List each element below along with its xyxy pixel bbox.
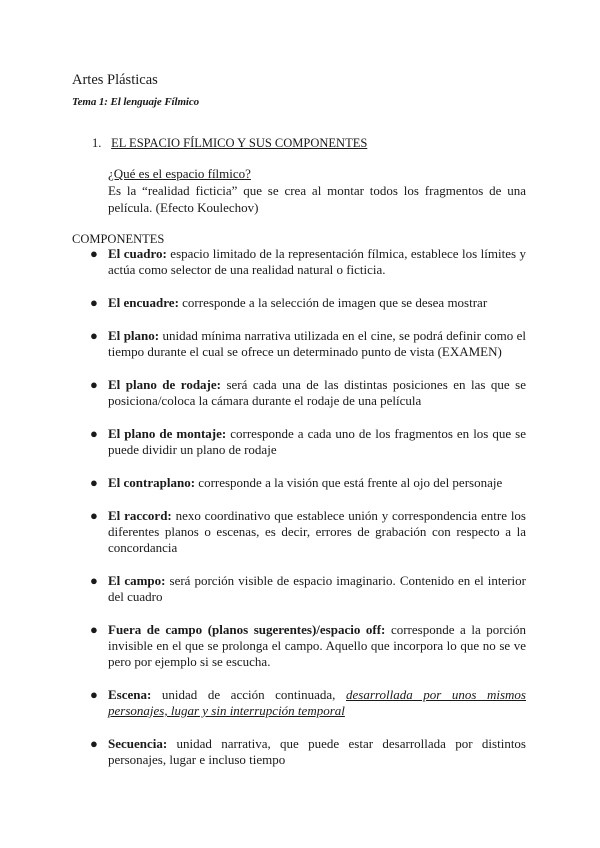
bullet-icon: ● xyxy=(90,508,98,523)
list-item xyxy=(90,295,526,311)
list-item xyxy=(90,736,526,768)
section-heading xyxy=(92,136,367,151)
emphasis: desarrollada por unos mismos personajes, lugar y sin interrupción temporal xyxy=(108,687,526,718)
definition: espacio limitado de la representación fílmica, establece los límites y actúa como selector de una realidad natural o ficticia. xyxy=(108,246,526,277)
list-item xyxy=(90,426,526,458)
definition: corresponde a la selección de imagen que se desea mostrar xyxy=(178,295,488,310)
list-item xyxy=(90,687,526,719)
bullet-icon: ● xyxy=(90,622,98,637)
definition: unidad mínima narrativa utilizada en el cine, se podrá definir como el tiempo durante el cual se ofrece un determinado punto de vista (EXAMEN) xyxy=(108,328,527,359)
question-heading xyxy=(108,166,251,182)
term: El plano de montaje: xyxy=(108,426,227,441)
definition: será porción visible de espacio imaginario. Contenido en el interior del cuadro xyxy=(108,573,526,604)
term: Fuera de campo (planos sugerentes)/espacio off: xyxy=(108,622,386,637)
list-item xyxy=(90,246,526,278)
answer-paragraph: Es la “realidad ficticia” que se crea al montar todos los fragmentos de una película. (Efecto Koulechov) xyxy=(108,183,526,215)
term: El cuadro: xyxy=(108,246,167,261)
bullet-icon: ● xyxy=(90,246,98,261)
components-list xyxy=(90,246,526,785)
bullet-icon: ● xyxy=(90,475,98,490)
bullet-icon: ● xyxy=(90,736,98,751)
list-item xyxy=(90,475,526,491)
bullet-icon: ● xyxy=(90,295,98,310)
document-subtitle: Tema 1: El lenguaje Fílmico xyxy=(72,96,200,108)
section-number: 1. xyxy=(92,136,102,150)
term: El plano: xyxy=(108,328,160,343)
definition: corresponde a la visión que está frente al ojo del personaje xyxy=(195,475,503,490)
list-item xyxy=(90,328,526,360)
document-title: Artes Plásticas xyxy=(72,72,158,88)
bullet-icon: ● xyxy=(90,328,98,343)
definition: corresponde a cada uno de los fragmentos en los que se puede dividir un plano de rodaje xyxy=(108,426,527,457)
definition: unidad de acción continuada, xyxy=(151,687,346,702)
bullet-icon: ● xyxy=(90,573,98,588)
list-item xyxy=(90,508,526,556)
bullet-icon: ● xyxy=(90,687,98,702)
term: El contraplano: xyxy=(108,475,196,490)
section-heading-text: EL ESPACIO FÍLMICO Y SUS COMPONENTES xyxy=(111,136,368,150)
term: Secuencia: xyxy=(108,736,168,751)
list-item xyxy=(90,377,526,409)
question-text: ¿Qué es el espacio fílmico? xyxy=(108,166,251,181)
definition: unidad narrativa, que puede estar desarrollada por distintos personajes, lugar e incluso tiempo xyxy=(108,736,526,767)
components-label: COMPONENTES xyxy=(72,232,165,246)
term: El campo: xyxy=(108,573,166,588)
definition: corresponde a la porción invisible en el que se prolonga el campo. Aquello que incorpora lo que no se ve pero por ejemplo si se escucha. xyxy=(108,622,527,669)
term: El encuadre: xyxy=(108,295,179,310)
bullet-icon: ● xyxy=(90,377,98,392)
term: El plano de rodaje: xyxy=(108,377,221,392)
term: El raccord: xyxy=(108,508,172,523)
definition: será cada una de las distintas posiciones en las que se posiciona/coloca la cámara durante el rodaje de una película xyxy=(108,377,526,408)
list-item xyxy=(90,622,526,670)
bullet-icon: ● xyxy=(90,426,98,441)
term: Escena: xyxy=(108,687,152,702)
definition: nexo coordinativo que establece unión y correspondencia entre los diferentes planos o escenas, es decir, errores de grabación con respecto a la concordancia xyxy=(108,508,526,555)
list-item xyxy=(90,573,526,605)
